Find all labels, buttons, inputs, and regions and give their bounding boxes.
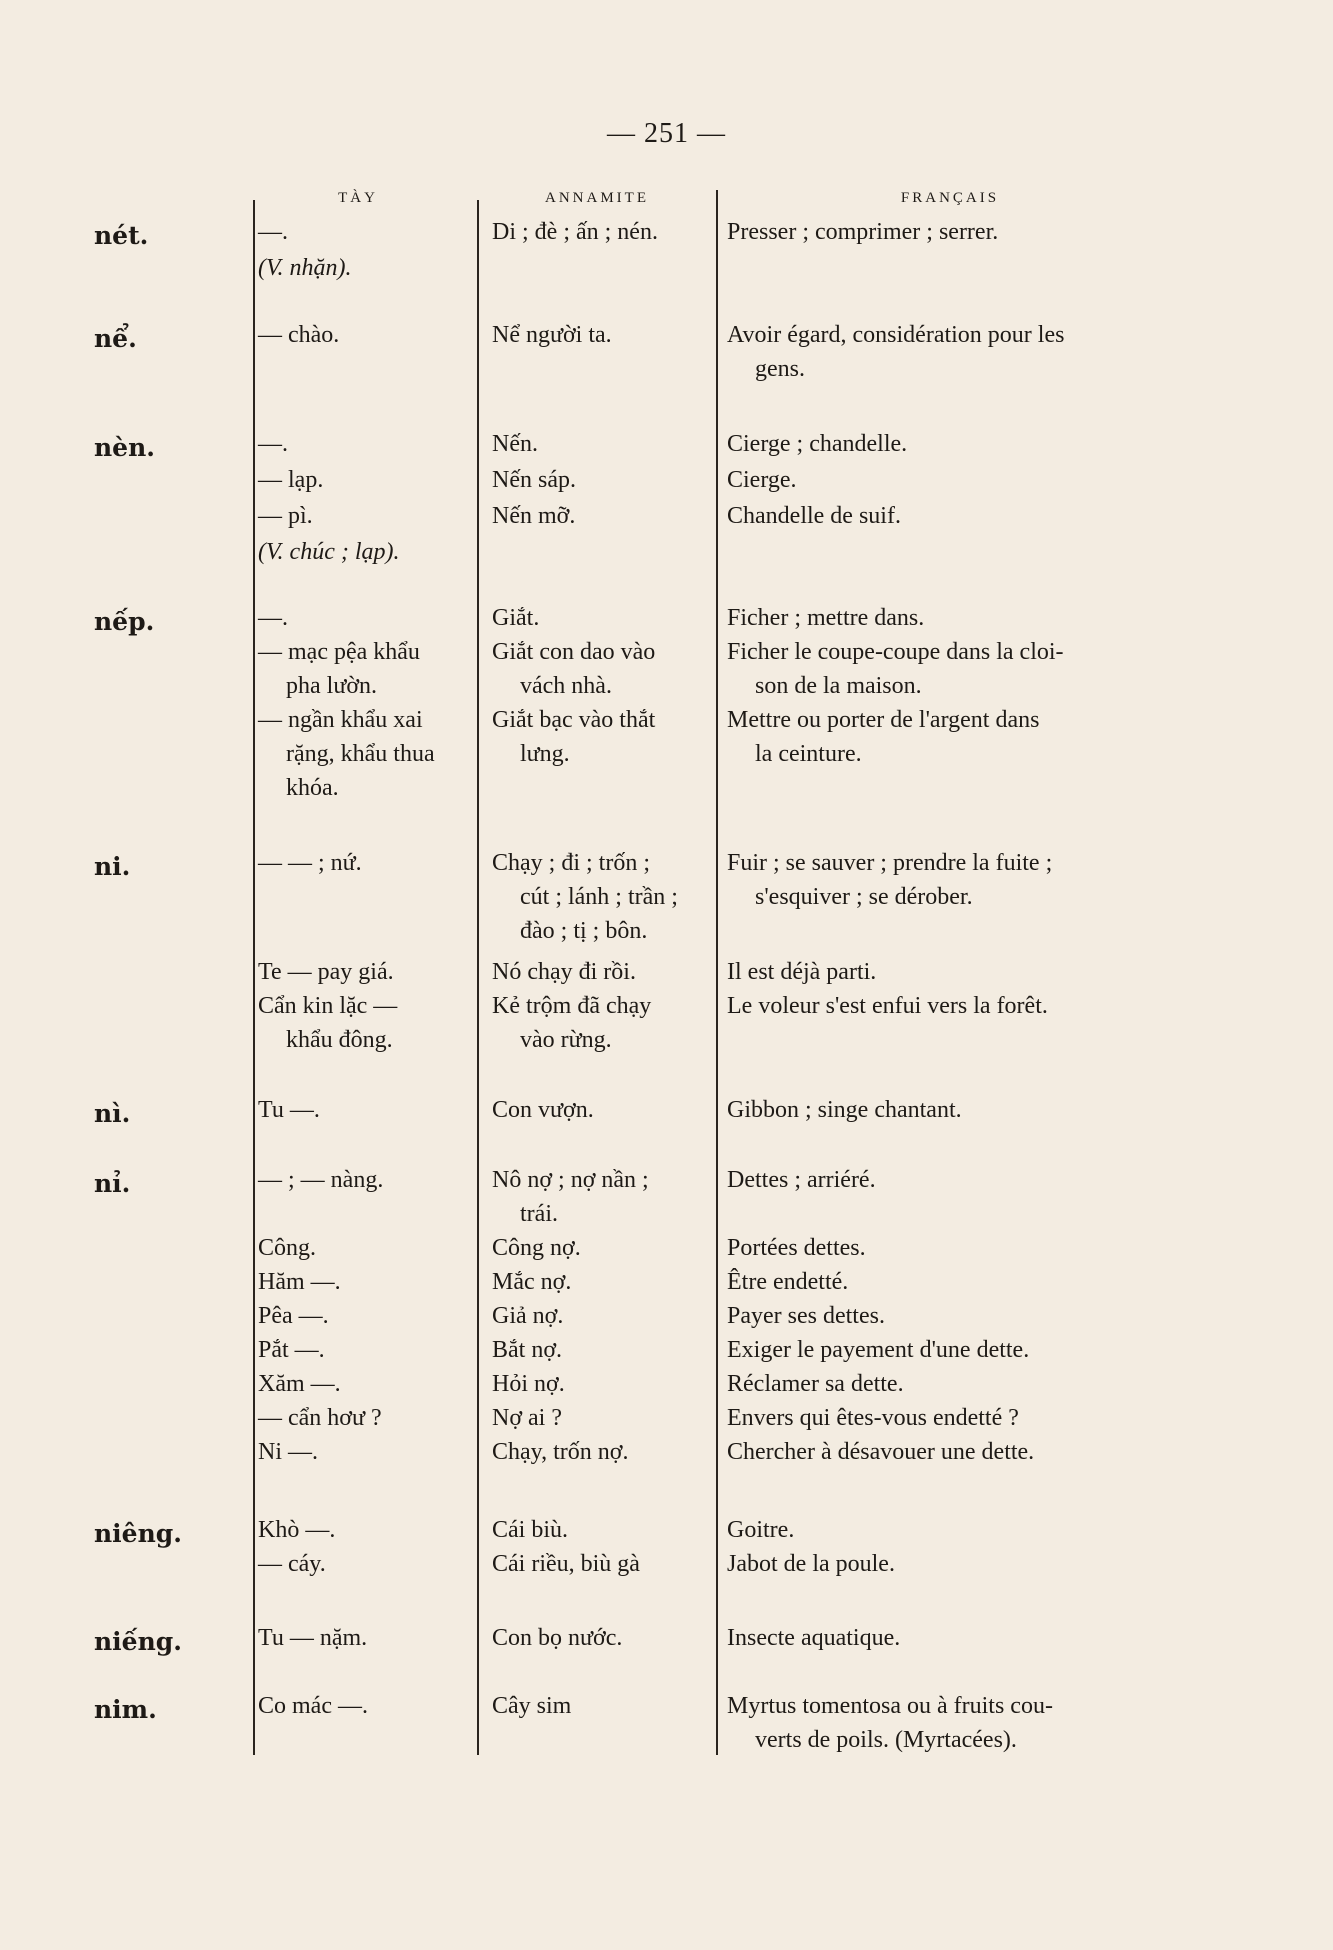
tay-line: — ; — nàng. [258,1167,384,1193]
column-header-tay: TÀY [338,190,378,206]
entry-headword: nèn. [94,433,155,462]
cell-annamite [492,1333,714,1367]
tay-line: Tu —. [258,1097,320,1123]
annamite-line: lưng. [520,741,570,767]
annamite-line: cút ; lánh ; trần ; [520,884,678,910]
tay-line: Khò —. [258,1517,336,1543]
cell-tay [258,1163,476,1197]
cell-annamite [492,1367,714,1401]
cell-annamite [492,318,714,352]
francais-line: Gibbon ; singe chantant. [727,1097,962,1123]
annamite-line: vách nhà. [520,673,612,699]
annamite-line: Cái riều, biù gà [492,1551,640,1577]
column-header-annamite: ANNAMITE [545,190,649,206]
francais-line: Il est déjà parti. [727,959,877,985]
cell-francais [727,427,1157,461]
cell-francais [727,1547,1157,1581]
cell-tay [258,535,476,569]
tay-line: —. [258,605,288,631]
cell-francais [727,1231,1157,1265]
cell-tay [258,215,476,249]
francais-line: Cierge. [727,467,797,493]
entry-headword: nể. [94,324,137,353]
cell-tay [258,1621,476,1655]
cell-tay [258,499,476,533]
cell-francais [727,1513,1157,1547]
cell-tay [258,1401,476,1435]
cell-francais [727,1435,1157,1469]
tay-line: — — ; nứ. [258,850,362,876]
cell-annamite [492,1093,714,1127]
tay-line: Co mác —. [258,1693,368,1719]
tay-line: — lạp. [258,467,324,493]
francais-line: Réclamer sa dette. [727,1371,904,1397]
cell-annamite [492,427,714,461]
cell-tay [258,1093,476,1127]
column-divider-left [253,200,255,1755]
annamite-line: Cây sim [492,1693,572,1719]
tay-line: khẩu đông. [286,1027,393,1053]
cell-francais [727,1367,1157,1401]
page-number: — 251 — [607,118,726,149]
tay-line: (V. nhặn). [258,255,352,281]
annamite-line: Công nợ. [492,1235,581,1261]
cell-francais [727,703,1157,771]
francais-line: Payer ses dettes. [727,1303,885,1329]
tay-line: Tu — nặm. [258,1625,368,1651]
tay-line: Pêa —. [258,1303,329,1329]
annamite-line: Di ; đè ; ấn ; nén. [492,219,658,245]
annamite-line: Giắt bạc vào thắt [492,707,656,733]
cell-tay [258,1435,476,1469]
cell-francais [727,1093,1157,1127]
francais-line: Fuir ; se sauver ; prendre la fuite ; [727,850,1053,876]
tay-line: —. [258,219,288,245]
tay-line: pha lườn. [286,673,378,699]
francais-line: Presser ; comprimer ; serrer. [727,219,999,245]
annamite-line: Giắt. [492,605,540,631]
francais-line: Chandelle de suif. [727,503,901,529]
annamite-line: Nến. [492,431,538,457]
cell-annamite [492,1689,714,1723]
tay-line: — mạc pệa khẩu [258,639,420,665]
annamite-line: vào rừng. [520,1027,612,1053]
cell-francais [727,635,1157,703]
annamite-line: Chạy, trốn nợ. [492,1439,629,1465]
francais-line: gens. [755,356,805,382]
cell-francais [727,989,1157,1023]
annamite-line: Bắt nợ. [492,1337,563,1363]
cell-annamite [492,215,714,249]
francais-line: s'esquiver ; se dérober. [755,884,973,910]
cell-francais [727,955,1157,989]
cell-tay [258,989,476,1057]
tay-line: — ngần khẩu xai [258,707,423,733]
francais-line: Ficher le coupe-coupe dans la cloi- [727,639,1064,665]
tay-line: — cáy. [258,1551,326,1577]
entry-headword: niêng. [94,1519,182,1548]
cell-francais [727,215,1157,249]
cell-tay [258,955,476,989]
tay-line: — pì. [258,503,313,529]
cell-tay [258,318,476,352]
cell-francais [727,846,1157,914]
annamite-line: Hỏi nợ. [492,1371,565,1397]
francais-line: Ficher ; mettre dans. [727,605,925,631]
cell-annamite [492,601,714,635]
cell-tay [258,1547,476,1581]
cell-tay [258,635,476,703]
cell-francais [727,1621,1157,1655]
tay-line: Công. [258,1235,317,1261]
cell-francais [727,1401,1157,1435]
annamite-line: đào ; tị ; bôn. [520,918,648,944]
francais-line: Insecte aquatique. [727,1625,901,1651]
annamite-line: trái. [520,1201,558,1227]
cell-tay [258,601,476,635]
cell-francais [727,463,1157,497]
column-header-francais: FRANÇAIS [900,190,1000,206]
francais-line: Le voleur s'est enfui vers la forêt. [727,993,1048,1019]
annamite-line: Nến sáp. [492,467,576,493]
tay-line: Ni —. [258,1439,318,1465]
tay-line: Cẩn kin lặc — [258,993,398,1019]
annamite-line: Mắc nợ. [492,1269,572,1295]
cell-annamite [492,846,714,948]
annamite-line: Nể người ta. [492,322,612,348]
cell-annamite [492,463,714,497]
cell-tay [258,1231,476,1265]
cell-annamite [492,955,714,989]
cell-francais [727,1299,1157,1333]
cell-francais [727,1163,1157,1197]
cell-francais [727,1333,1157,1367]
annamite-line: Nô nợ ; nợ nần ; [492,1167,649,1193]
francais-line: Dettes ; arriéré. [727,1167,876,1193]
cell-tay [258,703,476,805]
cell-annamite [492,1621,714,1655]
cell-annamite [492,499,714,533]
cell-francais [727,1265,1157,1299]
annamite-line: Cái biù. [492,1517,568,1543]
cell-annamite [492,1265,714,1299]
cell-annamite [492,635,714,703]
tay-line: (V. chúc ; lạp). [258,539,400,565]
cell-annamite [492,1299,714,1333]
cell-tay [258,846,476,880]
francais-line: Exiger le payement d'une dette. [727,1337,1030,1363]
column-divider-middle [477,200,479,1755]
entry-headword: nim. [94,1695,157,1724]
annamite-line: Giắt con dao vào [492,639,656,665]
cell-tay [258,251,476,285]
cell-annamite [492,1231,714,1265]
francais-line: verts de poils. (Myrtacées). [755,1727,1017,1753]
cell-francais [727,1689,1157,1757]
cell-annamite [492,1401,714,1435]
cell-tay [258,427,476,461]
entry-headword: niếng. [94,1627,182,1656]
tay-line: Xăm —. [258,1371,341,1397]
cell-tay [258,1367,476,1401]
francais-line: Portées dettes. [727,1235,866,1261]
cell-francais [727,318,1157,386]
annamite-line: Con bọ nước. [492,1625,623,1651]
francais-line: Myrtus tomentosa ou à fruits cou- [727,1693,1053,1719]
cell-tay [258,463,476,497]
entry-headword: nếp. [94,607,155,636]
cell-tay [258,1689,476,1723]
cell-annamite [492,1513,714,1547]
cell-annamite [492,1163,714,1231]
tay-line: —. [258,431,288,457]
tay-line: Pắt —. [258,1337,325,1363]
cell-francais [727,601,1157,635]
francais-line: Envers qui êtes-vous endetté ? [727,1405,1019,1431]
francais-line: son de la maison. [755,673,922,699]
tay-line: Hăm —. [258,1269,341,1295]
entry-headword: nét. [94,221,149,250]
francais-line: Cierge ; chandelle. [727,431,908,457]
entry-headword: ni. [94,852,131,881]
francais-line: Jabot de la poule. [727,1551,895,1577]
francais-line: Avoir égard, considération pour les [727,322,1065,348]
annamite-line: Con vượn. [492,1097,594,1123]
tay-line: — cẩn hơư ? [258,1405,382,1431]
francais-line: la ceinture. [755,741,862,767]
tay-line: rặng, khẩu thua [286,741,435,767]
cell-tay [258,1265,476,1299]
cell-tay [258,1333,476,1367]
cell-tay [258,1513,476,1547]
annamite-line: Chạy ; đi ; trốn ; [492,850,650,876]
column-divider-right [716,190,718,1755]
tay-line: Te — pay giá. [258,959,394,985]
annamite-line: Nó chạy đi rồi. [492,959,636,985]
tay-line: khóa. [286,775,339,801]
francais-line: Mettre ou porter de l'argent dans [727,707,1040,733]
entry-headword: nỉ. [94,1169,131,1198]
annamite-line: Giả nợ. [492,1303,564,1329]
cell-tay [258,1299,476,1333]
annamite-line: Nến mỡ. [492,503,576,529]
francais-line: Goitre. [727,1517,795,1543]
annamite-line: Nợ ai ? [492,1405,562,1431]
annamite-line: Kẻ trộm đã chạy [492,993,652,1019]
cell-annamite [492,1547,714,1581]
tay-line: — chào. [258,322,340,348]
entry-headword: nì. [94,1099,131,1128]
cell-annamite [492,1435,714,1469]
francais-line: Être endetté. [727,1269,849,1295]
cell-annamite [492,703,714,771]
cell-annamite [492,989,714,1057]
francais-line: Chercher à désavouer une dette. [727,1439,1035,1465]
cell-francais [727,499,1157,533]
